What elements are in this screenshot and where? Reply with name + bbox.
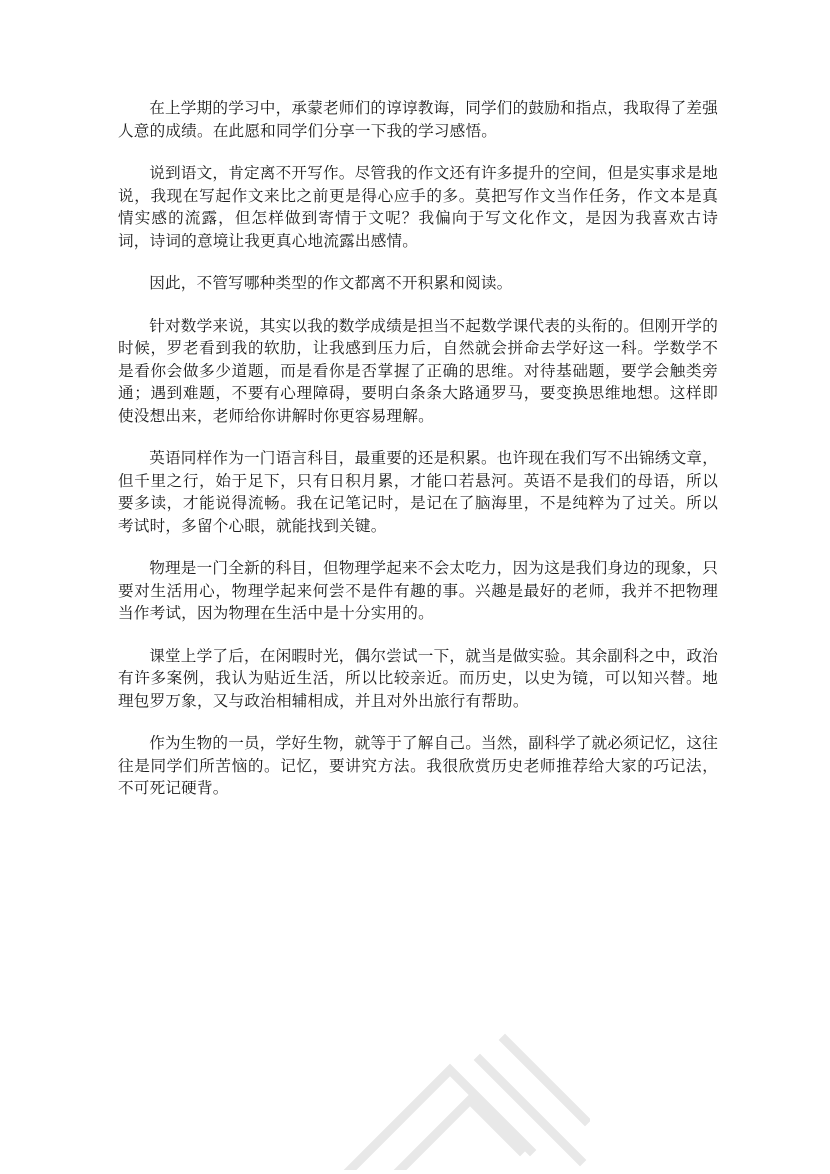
document-body (118, 97, 718, 820)
paragraph-physics: 物理是一门全新的科目，但物理学起来不会太吃力，因为这是我们身边的现象，只要对生活用心，物理学起来何尝不是件有趣的事。兴趣是最好的老师，我并不把物理当作考试，因为物理在生活中是十分实用的。 (118, 559, 718, 622)
paragraph-intro: 在上学期的学习中，承蒙老师们的谆谆教诲，同学们的鼓励和指点，我取得了差强人意的成绩。在此愿和同学们分享一下我的学习感悟。 (118, 99, 718, 140)
paragraph-math: 针对数学来说，其实以我的数学成绩是担当不起数学课代表的头衔的。但刚开学的时候，罗老看到我的软肋，让我感到压力后，自然就会拼命去学好这一科。学数学不是看你会做多少道题，而是看你是否掌握了正确的思维。对待基础题，要学会触类旁通；遇到难题，不要有心理障碍，要明白条条大路通罗马，要变换思维地想。这样即使没想出来，老师给你讲解时你更容易理解。 (118, 316, 718, 425)
paragraph-english: 英语同样作为一门语言科目，最重要的还是积累。也许现在我们写不出锦绣文章，但千里之行，始于足下，只有日积月累，才能口若悬河。英语不是我们的母语，所以要多读，才能说得流畅。我在记笔记时，是记在了脑海里，不是纯粹为了过关。所以考试时，多留个心眼，就能找到关键。 (118, 449, 718, 535)
paragraph-chinese: 说到语文，肯定离不开写作。尽管我的作文还有许多提升的空间，但是实事求是地说，我现在写起作文来比之前更是得心应手的多。莫把写作文当作任务，作文本是真情实感的流露，但怎样做到寄情于文呢？我偏向于写文化作文，是因为我喜欢古诗词，诗词的意境让我更真心地流露出感情。 (118, 164, 718, 250)
watermark-graphic (330, 1020, 590, 1170)
paragraph-chinese-summary: 因此，不管写哪种类型的作文都离不开积累和阅读。 (149, 274, 513, 292)
paragraph-biology: 作为生物的一员，学好生物，就等于了解自己。当然，副科学了就必须记忆，这往往是同学们所苦恼的。记忆，要讲究方法。我很欣赏历史老师推荐给大家的巧记法，不可死记硬背。 (118, 734, 718, 797)
paragraph-other-subjects: 课堂上学了后，在闲暇时光，偶尔尝试一下，就当是做实验。其余副科之中，政治有许多案例，我认为贴近生活，所以比较亲近。而历史，以史为镜，可以知兴替。地理包罗万象，又与政治相辅相成，并且对外出旅行有帮助。 (118, 646, 718, 710)
